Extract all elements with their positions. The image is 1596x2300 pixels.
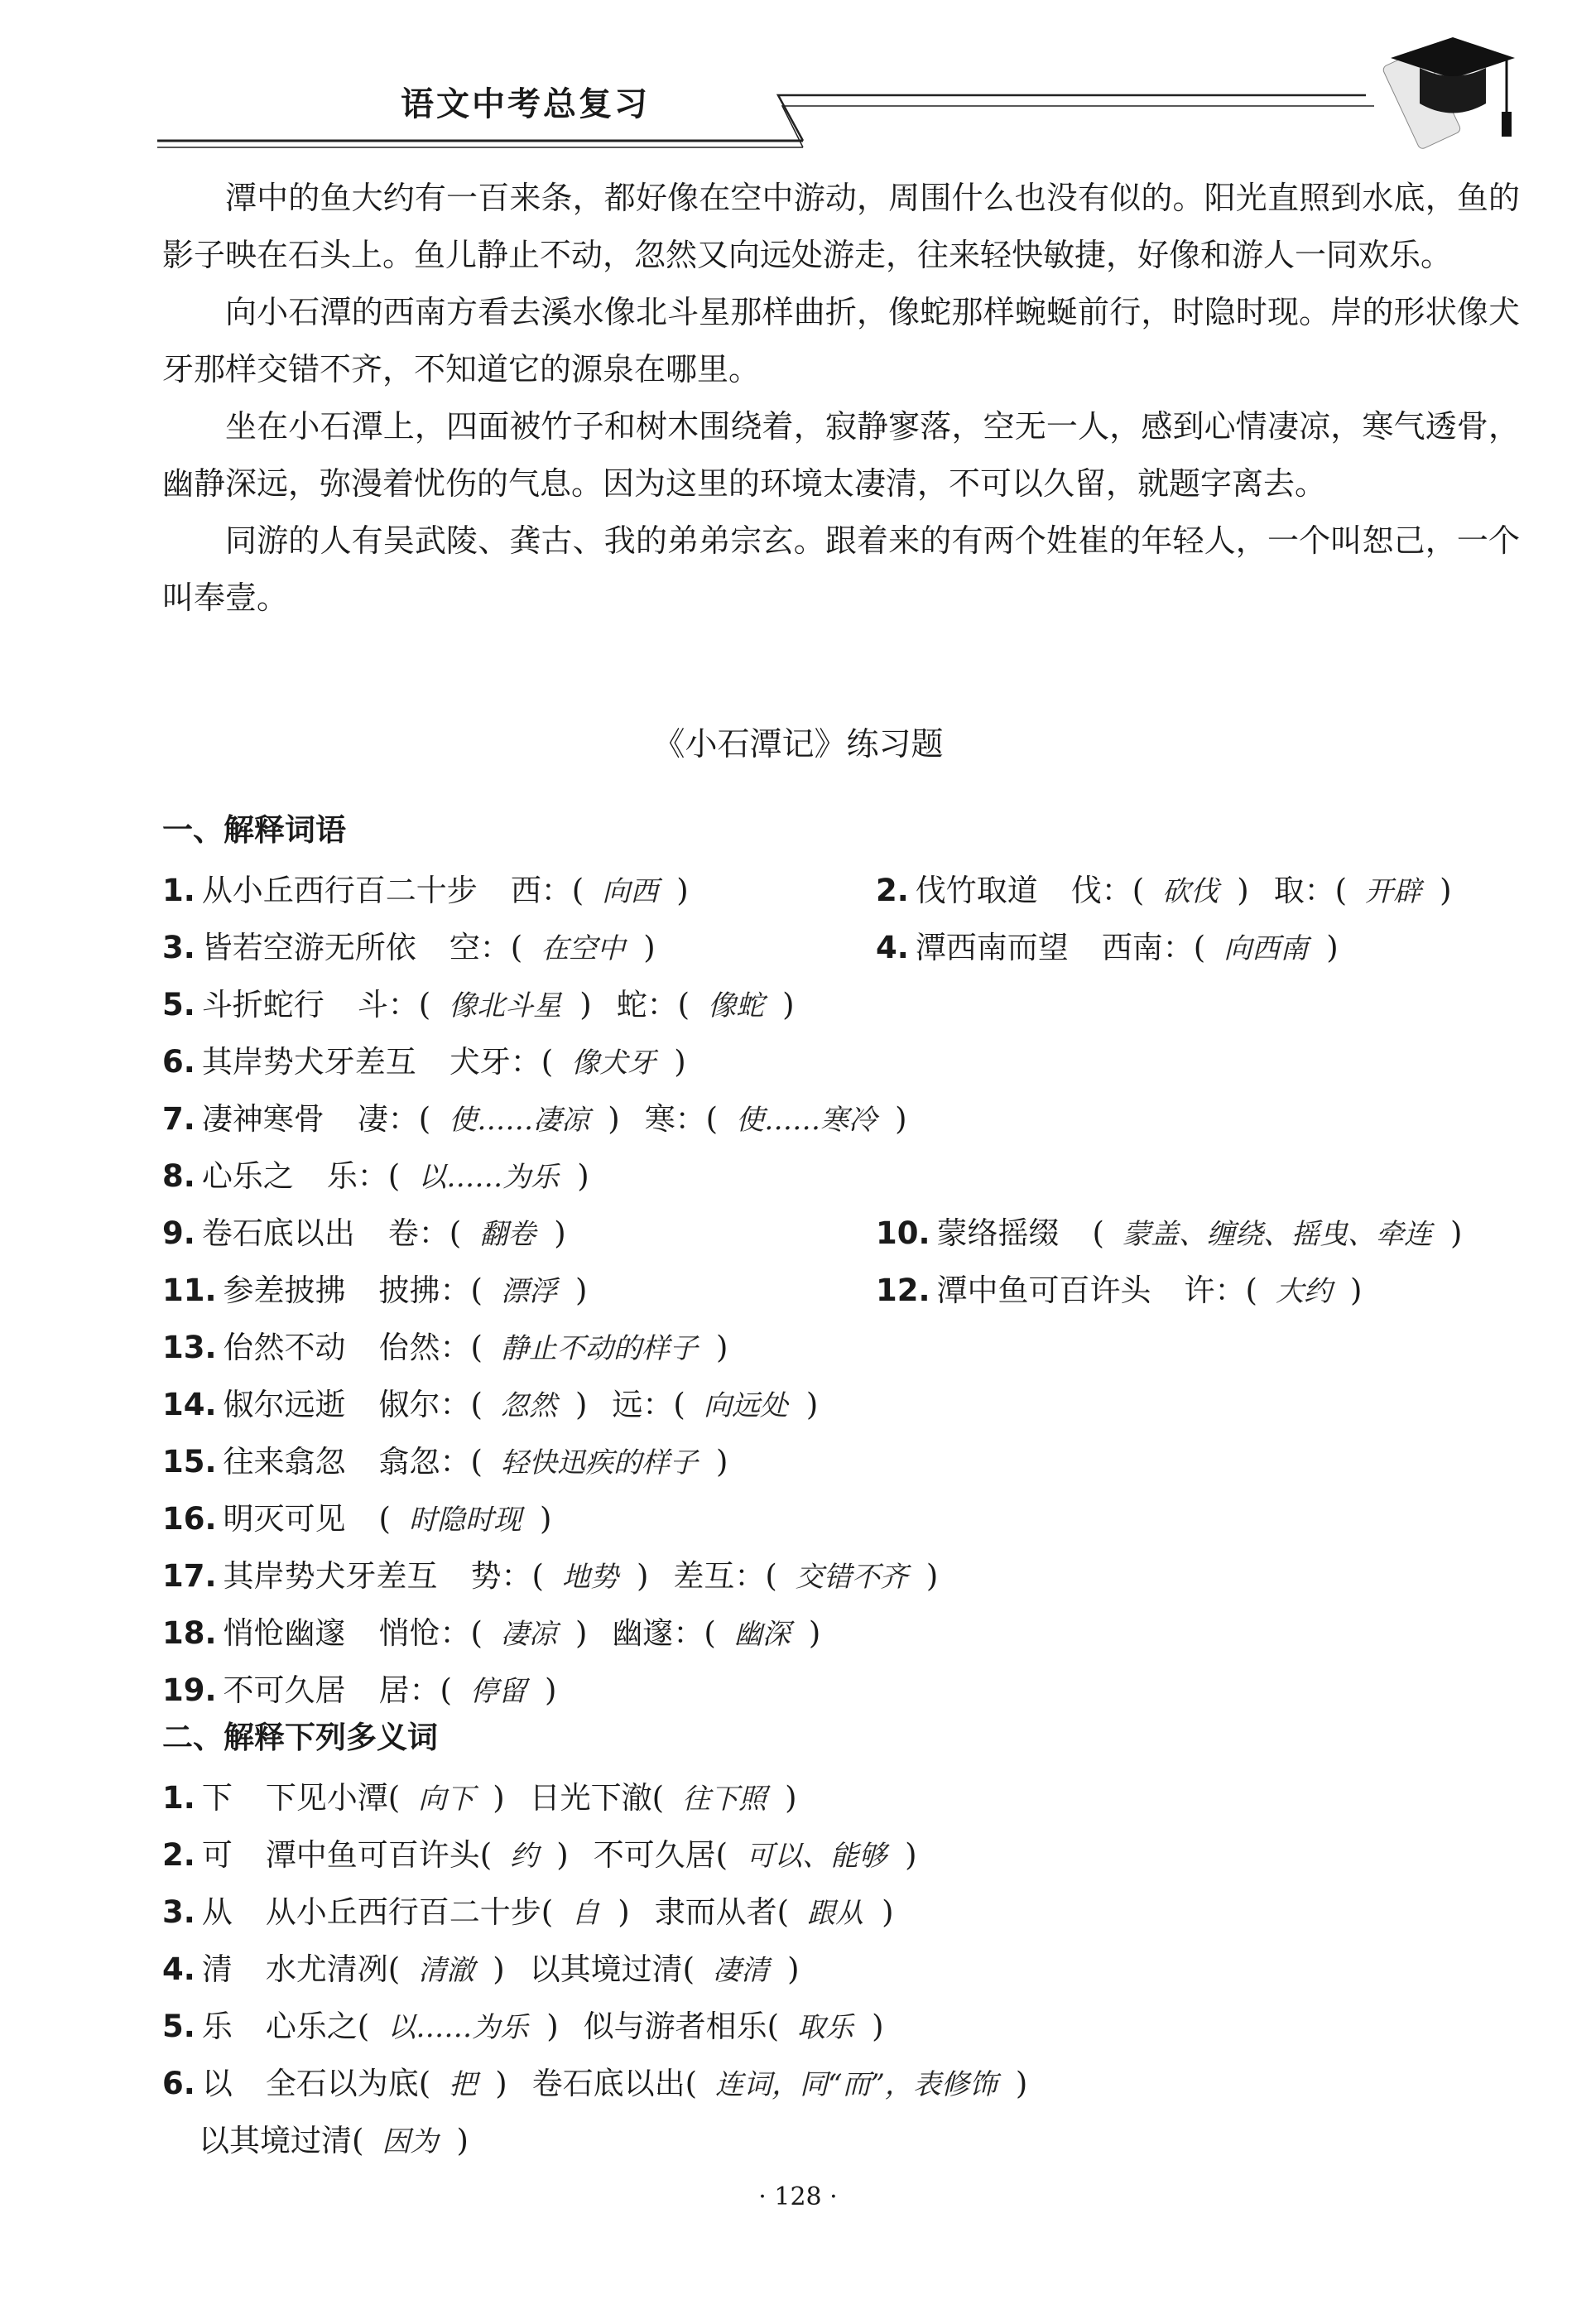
item-number: 14.: [162, 1387, 217, 1422]
prompt-text: 蛇：(: [616, 987, 690, 1022]
close-paren: ): [1449, 1215, 1463, 1251]
exercise-item: [162, 979, 820, 1024]
answer-text: 连词，同“而”，表修饰: [715, 2068, 997, 2101]
answer-text: 像北斗星: [449, 989, 562, 1022]
answer-text: 轻快迅疾的样子: [500, 1446, 698, 1480]
close-paren: ): [1440, 873, 1452, 908]
close-paren: ): [805, 1387, 819, 1422]
close-paren: ): [1326, 930, 1339, 965]
item-number: 17.: [162, 1558, 217, 1594]
exercise-title: 《小石潭记》练习题: [652, 726, 944, 763]
term-phrase: 明灭可见: [223, 1501, 346, 1537]
item-number: 12.: [876, 1273, 930, 1308]
exercise-item: [162, 1379, 843, 1424]
prompt-text: 披拂：(: [378, 1273, 483, 1308]
answer-text: 交错不齐: [795, 1561, 908, 1594]
prompt-text: 俶尔：(: [378, 1387, 483, 1422]
prompt-text: 势：(: [470, 1558, 544, 1594]
close-paren: ): [872, 2009, 884, 2044]
term-phrase: 斗折蛇行: [201, 987, 324, 1022]
section-heading: 二、解释下列多义词: [162, 1720, 438, 1755]
prompt-text: 斗：(: [357, 987, 431, 1022]
term-phrase: 潭中鱼可百许头: [936, 1273, 1151, 1308]
polysemous-word: 清: [201, 1951, 233, 1987]
term-phrase: 卷石底以出: [201, 1215, 355, 1251]
prompt-text: 居：(: [378, 1672, 452, 1708]
exercise-item: [876, 1265, 1387, 1310]
close-paren: ): [539, 1501, 552, 1537]
answer-text: 自: [571, 1897, 600, 1930]
item-number: 11.: [162, 1273, 217, 1308]
close-paren: ): [715, 1444, 728, 1480]
polysemous-word: 下: [201, 1780, 233, 1816]
polysemous-word: 可: [201, 1837, 233, 1873]
item-number: 5.: [162, 2009, 195, 2044]
term-phrase: 俶尔远逝: [223, 1387, 346, 1422]
prompt-text: 似与游者相乐(: [583, 2009, 780, 2044]
answer-text: 静止不动的样子: [500, 1332, 698, 1365]
answer-text: 幽深: [733, 1618, 791, 1651]
close-paren: ): [715, 1330, 728, 1365]
prompt-text: 差互：(: [673, 1558, 777, 1594]
close-paren: ): [787, 1951, 800, 1987]
polysemous-word: 乐: [201, 2009, 233, 2044]
term-phrase: 参差披拂: [223, 1273, 346, 1308]
exercise-item: [162, 1208, 591, 1253]
item-number: 3.: [162, 1894, 195, 1930]
exercise-item: [199, 2115, 493, 2160]
exercise-item: [876, 1208, 1487, 1253]
exercise-item: [162, 1887, 919, 1932]
item-number: 6.: [162, 2066, 195, 2101]
item-number: 9.: [162, 1215, 195, 1251]
exercise-item: [162, 1151, 614, 1196]
close-paren: ): [544, 1672, 557, 1708]
answer-text: 跟从: [807, 1897, 864, 1930]
close-paren: ): [546, 2009, 559, 2044]
close-paren: ): [574, 1273, 588, 1308]
exercise-item: [162, 1494, 576, 1538]
prompt-text: 佁然：(: [378, 1330, 483, 1365]
prompt-text: 幽邃：(: [612, 1615, 716, 1651]
prompt-text: 乐：(: [326, 1158, 401, 1194]
running-header-title: 语文中考总复习: [401, 84, 650, 123]
answer-text: 向西: [602, 875, 659, 908]
close-paren: ): [882, 1894, 894, 1930]
close-paren: ): [905, 1837, 917, 1873]
close-paren: ): [493, 1951, 505, 1987]
exercise-item: [162, 1094, 932, 1138]
item-number: 1.: [162, 1780, 195, 1816]
exercise-item: [162, 1551, 963, 1595]
answer-text: 停留: [469, 1675, 526, 1708]
prompt-text: 心乐之(: [265, 2009, 370, 2044]
exercise-item: [162, 1265, 612, 1310]
prompt-text: 潭中鱼可百许头(: [265, 1837, 493, 1873]
prompt-text: 卷石底以出(: [531, 2066, 698, 2101]
close-paren: ): [808, 1615, 821, 1651]
answer-text: 使……凄凉: [449, 1104, 590, 1137]
prompt-text: 以其境过清(: [529, 1951, 695, 1987]
close-paren: ): [608, 1101, 620, 1137]
answer-text: 漂浮: [500, 1275, 557, 1308]
answer-text: 向远处: [703, 1389, 788, 1422]
term-phrase: 皆若空游无所依: [201, 930, 416, 965]
answer-text: 像犬牙: [571, 1047, 656, 1080]
answer-text: 凄清: [713, 1954, 770, 1987]
answer-text: 凄凉: [500, 1618, 557, 1651]
paragraph: 坐在小石潭上，四面被竹子和树木围绕着，寂静寥落，空无一人，感到心情凄凉，寒气透骨，幽静深远，弥漫着忧伤的气息。因为这里的环境太凄清，不可以久留，就题字离去。: [162, 408, 1520, 502]
answer-text: 地势: [561, 1561, 618, 1594]
item-number: 15.: [162, 1444, 217, 1480]
close-paren: ): [925, 1558, 939, 1594]
answer-text: 时隐时现: [408, 1504, 522, 1537]
prompt-text: 日光下澈(: [529, 1780, 665, 1816]
answer-text: 以……为乐: [418, 1161, 560, 1194]
prompt-text: 水尤清冽(: [265, 1951, 401, 1987]
term-phrase: 伐竹取道: [915, 873, 1038, 908]
item-number: 1.: [162, 873, 195, 908]
paragraph: 向小石潭的西南方看去溪水像北斗星那样曲折，像蛇那样蜿蜒前行，时隐时现。岸的形状像犬牙那样交错不齐，不知道它的源泉在哪里。: [162, 294, 1520, 387]
exercise-item: [876, 865, 1477, 910]
exercise-item: [162, 922, 680, 967]
answer-text: 以……为乐: [387, 2011, 529, 2044]
prompt-text: 隶而从者(: [654, 1894, 790, 1930]
header-decoration: [157, 17, 1523, 166]
close-paren: ): [1237, 873, 1249, 908]
item-number: 10.: [876, 1215, 930, 1251]
prompt-text: 从小丘西行百二十步(: [265, 1894, 554, 1930]
exercise-item: [162, 2001, 909, 2046]
term-phrase: 悄怆幽邃: [223, 1615, 346, 1651]
item-number: 18.: [162, 1615, 217, 1651]
header-rule: [157, 95, 1374, 147]
item-number: 8.: [162, 1158, 195, 1194]
item-number: 3.: [162, 930, 195, 965]
polysemous-word: 以: [201, 2066, 233, 2101]
term-phrase: 潭西南而望: [915, 930, 1069, 965]
close-paren: ): [618, 1894, 630, 1930]
answer-text: 因为: [382, 2125, 439, 2158]
answer-text: 取乐: [797, 2011, 854, 2044]
graduation-cap-icon: [1382, 37, 1515, 150]
answer-text: 约: [510, 1840, 539, 1873]
exercise-item: [162, 1608, 845, 1653]
close-paren: ): [674, 1044, 686, 1080]
answer-text: 忽然: [500, 1389, 557, 1422]
prompt-text: 伐：(: [1070, 873, 1145, 908]
item-number: 16.: [162, 1501, 217, 1537]
answer-text: 开辟: [1365, 875, 1422, 908]
prompt-text: 西：(: [510, 873, 584, 908]
term-phrase: 心乐之: [201, 1158, 294, 1194]
close-paren: ): [579, 987, 592, 1022]
prompt-text: 凄：(: [357, 1101, 431, 1137]
close-paren: ): [636, 1558, 649, 1594]
item-number: 6.: [162, 1044, 195, 1080]
item-number: 19.: [162, 1672, 217, 1708]
section-heading: 一、解释词语: [162, 812, 346, 848]
item-number: 13.: [162, 1330, 217, 1365]
item-number: 7.: [162, 1101, 195, 1137]
close-paren: ): [785, 1780, 797, 1816]
answer-text: 像蛇: [708, 989, 765, 1022]
prompt-text: 西南：(: [1101, 930, 1206, 965]
answer-text: 可以、能够: [746, 1840, 887, 1873]
answer-text: 把: [449, 2068, 478, 2101]
term-phrase: 蒙络摇缀: [936, 1215, 1060, 1251]
polysemous-word: 从: [201, 1894, 233, 1930]
prompt-text: 下见小潭(: [265, 1780, 401, 1816]
exercise-item: [162, 1037, 711, 1081]
prompt-text: 犬牙：(: [449, 1044, 554, 1080]
answer-text: 往下照: [682, 1783, 767, 1816]
close-paren: ): [782, 987, 795, 1022]
close-paren: ): [556, 1837, 569, 1873]
answer-text: 砍伐: [1162, 875, 1219, 908]
close-paren: ): [493, 1780, 505, 1816]
translation-text: [162, 170, 1520, 627]
prompt-text: 取：(: [1273, 873, 1348, 908]
close-paren: ): [456, 2123, 469, 2158]
exercise-item: [876, 922, 1363, 967]
paragraph: 同游的人有吴武陵、龚古、我的弟弟宗玄。跟着来的有两个姓崔的年轻人，一个叫恕己，一个叫奉壹。: [162, 522, 1520, 616]
close-paren: ): [1015, 2066, 1028, 2101]
prompt-text: 远：(: [612, 1387, 685, 1422]
exercise-item: [162, 1436, 752, 1481]
prompt-text: (: [378, 1501, 391, 1537]
close-paren: ): [495, 2066, 507, 2101]
close-paren: ): [1349, 1273, 1363, 1308]
close-paren: ): [574, 1387, 588, 1422]
prompt-text: 翕忽：(: [378, 1444, 483, 1480]
term-phrase: 从小丘西行百二十步: [201, 873, 478, 908]
exercise-item: [162, 1322, 752, 1367]
close-paren: ): [895, 1101, 907, 1137]
answer-text: 大约: [1275, 1275, 1332, 1308]
term-phrase: 佁然不动: [223, 1330, 346, 1365]
term-phrase: 往来翕忽: [223, 1444, 346, 1480]
prompt-text: 寒：(: [644, 1101, 719, 1137]
prompt-text: 卷：(: [387, 1215, 462, 1251]
term-phrase: 不可久居: [223, 1672, 346, 1708]
exercise-item: [162, 1773, 822, 1817]
close-paren: ): [554, 1215, 566, 1251]
exercise-item: [162, 2058, 1052, 2103]
paragraph: 潭中的鱼大约有一百来条，都好像在空中游动，周围什么也没有似的。阳光直照到水底，鱼的影子映在石头上。鱼儿静止不动，忽然又向远处游走，往来轻快敏捷，好像和游人一同欢乐。: [162, 180, 1520, 273]
prompt-text: 许：(: [1184, 1273, 1257, 1308]
term-phrase: 凄神寒骨: [201, 1101, 324, 1137]
answer-text: 清澈: [418, 1954, 475, 1987]
prompt-text: 以其境过清(: [199, 2123, 364, 2158]
exercise-item: [162, 1944, 824, 1989]
page-number: · 128 ·: [758, 2182, 838, 2211]
answer-text: 翻卷: [479, 1218, 536, 1251]
answer-text: 蒙盖、缠绕、摇曳、牵连: [1122, 1218, 1432, 1251]
item-number: 4.: [162, 1951, 195, 1987]
close-paren: ): [574, 1615, 588, 1651]
term-phrase: 其岸势犬牙差互: [223, 1558, 438, 1594]
answer-text: 向西南: [1223, 932, 1309, 965]
item-number: 5.: [162, 987, 195, 1022]
answer-text: 向下: [418, 1783, 475, 1816]
close-paren: ): [676, 873, 689, 908]
item-number: 4.: [876, 930, 909, 965]
answer-text: 使……寒冷: [736, 1104, 877, 1137]
prompt-text: 悄怆：(: [378, 1615, 483, 1651]
term-phrase: 其岸势犬牙差互: [201, 1044, 416, 1080]
prompt-text: 不可久居(: [593, 1837, 728, 1873]
exercise-item: [162, 865, 714, 910]
exercise-item: [162, 1830, 942, 1874]
prompt-text: (: [1092, 1215, 1104, 1251]
close-paren: ): [643, 930, 656, 965]
item-number: 2.: [876, 873, 909, 908]
answer-text: 在空中: [541, 932, 626, 965]
item-number: 2.: [162, 1837, 195, 1873]
close-paren: ): [577, 1158, 589, 1194]
prompt-text: 全石以为底(: [265, 2066, 431, 2101]
prompt-text: 空：(: [449, 930, 523, 965]
exercise-item: [162, 1665, 581, 1710]
